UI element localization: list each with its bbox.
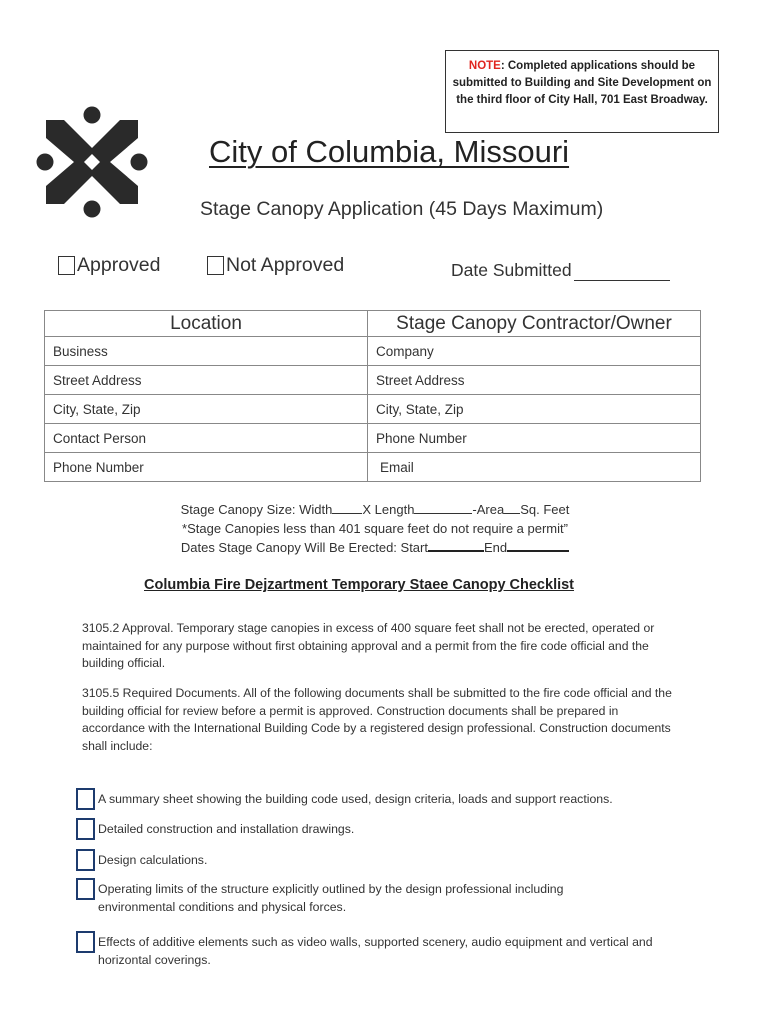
not-approved-checkbox[interactable] — [207, 256, 224, 275]
width-label: Stage Canopy Size: Width — [180, 502, 333, 517]
area-field[interactable] — [504, 501, 520, 514]
company-field[interactable]: Company — [368, 337, 701, 366]
dates-label: Dates Stage Canopy Will Be Erected: Start — [180, 540, 428, 555]
end-date-field[interactable] — [507, 538, 569, 552]
size-line — [150, 500, 600, 519]
location-city-field[interactable]: City, State, Zip — [45, 395, 368, 424]
location-phone-field[interactable]: Phone Number — [45, 453, 368, 482]
checklist-item-text: Operating limits of the structure explicitly outlined by the design professional including environmental conditions and physical forces. — [98, 882, 564, 914]
approved-checkbox[interactable] — [58, 256, 75, 275]
checklist-item-text: Detailed construction and installation drawings. — [98, 822, 355, 836]
permit-note: *Stage Canopies less than 401 square feet do not require a permit” — [182, 521, 568, 536]
contractor-street-field[interactable]: Street Address — [368, 366, 701, 395]
checklist-checkbox[interactable] — [76, 849, 95, 871]
checklist-title: Columbia Fire Dejzartment Temporary Staee Canopy Checklist — [144, 577, 575, 593]
table-row — [45, 424, 701, 453]
start-date-field[interactable] — [428, 538, 484, 552]
end-label: End — [483, 540, 508, 555]
checklist-item — [76, 880, 596, 916]
business-field[interactable]: Business — [45, 337, 368, 366]
length-field[interactable] — [414, 501, 472, 514]
checklist-item — [76, 820, 676, 840]
checklist-checkbox[interactable] — [76, 818, 95, 840]
contractor-city-field[interactable]: City, State, Zip — [368, 395, 701, 424]
checklist-item — [76, 933, 666, 969]
checklist-checkbox[interactable] — [76, 878, 95, 900]
width-field[interactable] — [332, 501, 362, 514]
contractor-phone-field[interactable]: Phone Number — [368, 424, 701, 453]
checklist-checkbox[interactable] — [76, 931, 95, 953]
approved-label: Approved — [77, 254, 161, 276]
note-box — [445, 50, 719, 133]
city-title: City of Columbia, Missouri — [209, 134, 570, 169]
checklist-item-text: Design calculations. — [98, 853, 208, 867]
checklist-checkbox[interactable] — [76, 788, 95, 810]
location-header: Location — [45, 311, 368, 337]
note-label: NOTE — [468, 60, 501, 72]
city-logo — [34, 104, 150, 220]
checklist-item — [76, 851, 676, 871]
table-header-row — [45, 311, 701, 337]
dates-line — [150, 538, 600, 557]
checklist-item — [76, 790, 676, 810]
table-row — [45, 453, 701, 482]
approved-option[interactable] — [58, 254, 160, 277]
checklist-item-text: Effects of additive elements such as video walls, supported scenery, audio equipment and vertical and horizontal coverings. — [98, 935, 653, 967]
note-text: : Completed applications should be submitted to Building and Site Development on the third floor of City Hall, 701 East Broadway. — [452, 60, 712, 106]
contact-person-field[interactable]: Contact Person — [45, 424, 368, 453]
checklist-item-text: A summary sheet showing the building code used, design criteria, loads and support reactions. — [98, 792, 613, 806]
location-street-field[interactable]: Street Address — [45, 366, 368, 395]
table-row — [45, 395, 701, 424]
date-submitted-label: Date Submitted — [451, 260, 572, 280]
email-field[interactable]: Email — [368, 453, 701, 482]
required-documents-paragraph: 3105.5 Required Documents. All of the following documents shall be submitted to the fire code official and the building official for review before a permit is approved. Construction documents shall be prepared in accordance with the International Building Code by a registered design professional. Construction documents shall include: — [82, 686, 672, 753]
length-label: X Length — [362, 502, 415, 517]
table-row — [45, 366, 701, 395]
canopy-size-block — [150, 500, 600, 557]
sqft-label: Sq. Feet — [520, 502, 570, 517]
info-table — [44, 310, 701, 482]
date-submitted-field[interactable] — [574, 264, 670, 281]
table-row — [45, 337, 701, 366]
approval-paragraph: 3105.2 Approval. Temporary stage canopies in excess of 400 square feet shall not be erected, operated or maintained for any purpose without first obtaining approval and a permit from the fire code official and the building official. — [82, 621, 655, 670]
contractor-header: Stage Canopy Contractor/Owner — [368, 311, 701, 337]
not-approved-label: Not Approved — [226, 254, 345, 276]
not-approved-option[interactable] — [207, 254, 344, 277]
application-subtitle: Stage Canopy Application (45 Days Maximum) — [200, 198, 604, 220]
area-label: -Area — [472, 502, 505, 517]
date-submitted — [451, 260, 670, 281]
